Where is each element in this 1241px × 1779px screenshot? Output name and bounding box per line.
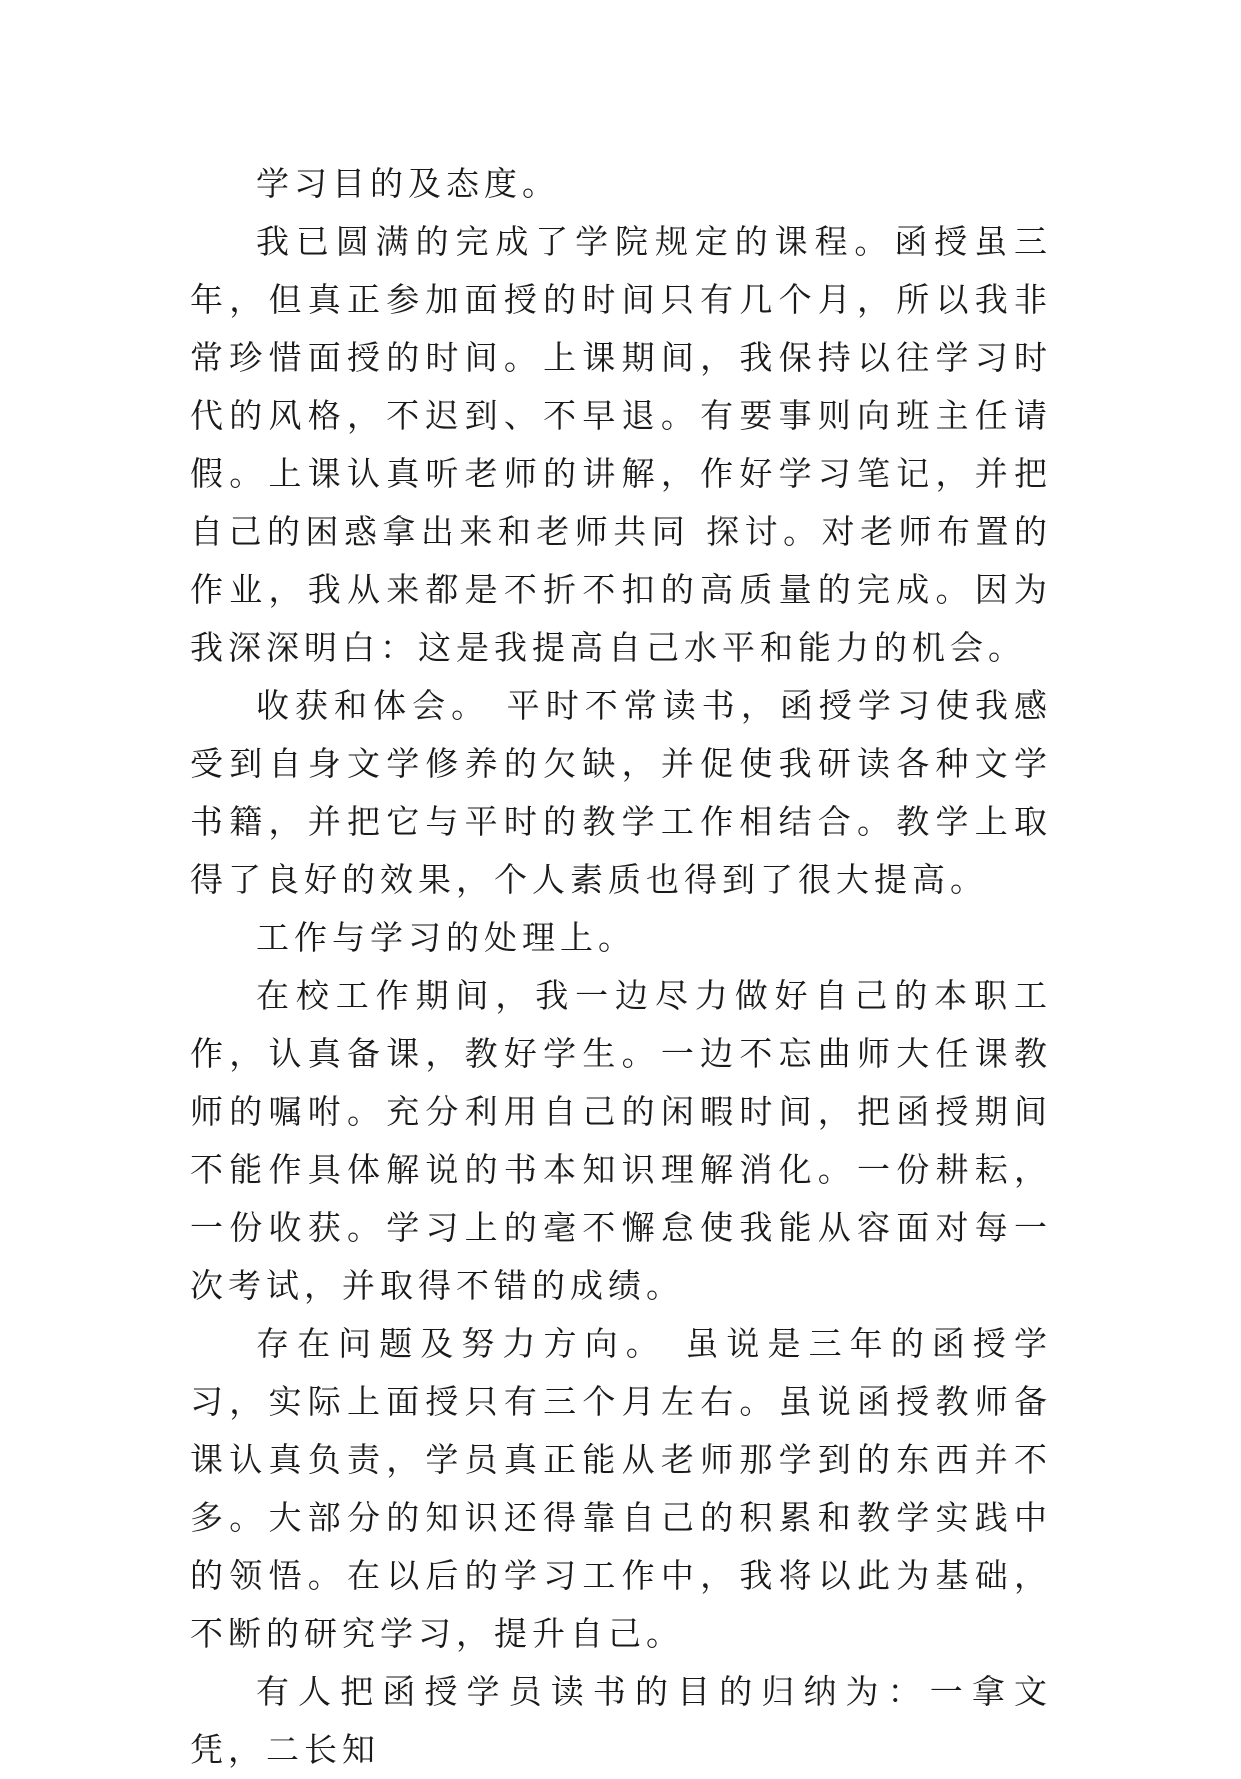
paragraph-problems-direction: 存在问题及努力方向。 虽说是三年的函授学习，实际上面授只有三个月左右。虽说函授教师备课认真负责，学员真正能从老师那学到的东西并不多。大部分的知识还得靠自己的积累和教学实践中的领悟。在以后的学习工作中，我将以此为基础，不断的研究学习，提升自己。 — [190, 1324, 1052, 1653]
paragraph-gains: 收获和体会。 平时不常读书，函授学习使我感受到自身文学修养的欠缺，并促使我研读各种文学书籍，并把它与平时的教学工作相结合。教学上取得了良好的效果，个人素质也得到了很大提高。 — [190, 686, 1052, 899]
paragraph-reading-purpose: 有人把函授学员读书的目的归纳为：一拿文凭，二长知 — [190, 1672, 1052, 1769]
paragraph-work-study: 在校工作期间，我一边尽力做好自己的本职工作，认真备课，教好学生。一边不忘曲师大任课教师的嘱咐。充分利用自己的闲暇时间，把函授期间不能作具体解说的书本知识理解消化。一份耕耘，一份收获。学习上的毫不懈怠使我能从容面对每一次考试，并取得不错的成绩。 — [190, 976, 1052, 1305]
document-body — [190, 155, 1052, 1779]
paragraph-study-attitude-heading: 学习目的及态度。 — [256, 164, 560, 203]
paragraph-study-attitude: 我已圆满的完成了学院规定的课程。函授虽三年，但真正参加面授的时间只有几个月，所以我非常珍惜面授的时间。上课期间，我保持以往学习时代的风格，不迟到、不早退。有要事则向班主任请假。上课认真听老师的讲解，作好学习笔记，并把自己的困惑拿出来和老师共同 探讨。对老师布置的作业，我从来都是不折不扣的高质量的完成。因为我深深明白：这是我提高自己水平和能力的机会。 — [190, 222, 1052, 667]
paragraph-work-study-heading: 工作与学习的处理上。 — [256, 918, 636, 957]
